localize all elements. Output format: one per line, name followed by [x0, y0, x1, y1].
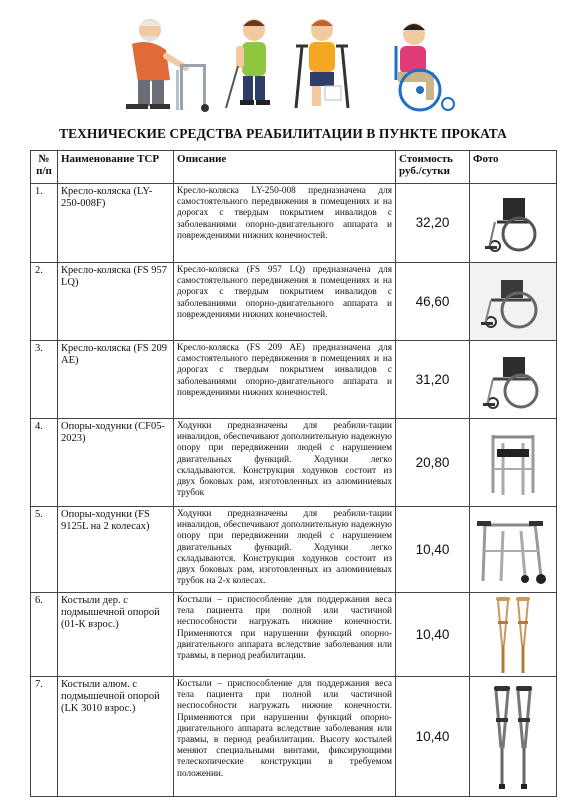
row-name: Кресло-коляска (LY-250-008F): [58, 184, 174, 263]
row-name: Опоры-ходунки (FS 9125L на 2 колесах): [58, 507, 174, 593]
row-photo: [470, 184, 557, 263]
aluminum-crutches-icon: [488, 682, 538, 792]
row-description: Кресло-коляска (FS 209 AE) предназначена для самостоятельного передвижения в помещениях и на дорогах с твердым покрытием инвалидов с заболеваниями опорно-двигательного аппарата и повреждениями нижних конечностей.: [174, 341, 396, 419]
table-row: [31, 419, 557, 507]
header-num: № п/п: [31, 151, 58, 184]
row-num: 4.: [31, 419, 58, 507]
walker-icon: [483, 429, 543, 497]
table-row: [31, 263, 557, 341]
row-photo: [470, 263, 557, 341]
row-description: Костыли – приспособление для поддержания веса тела пациента при полной или частичной неспособности нагружать нижние конечности. Применяются при нарушении функций опорно-двигательного аппарата вследствие заболевания или травмы, в период реабилитации. Высоту костылей меняют специальными винтами, фиксирующими телескопические конструкции в требуемом положении.: [174, 677, 396, 797]
row-description: Костыли – приспособление для поддержания веса тела пациента при полной или частичной неспособности нагружать нижние конечности. Применяются при нарушении функций опорно-двигательного аппарата вследствие заболевания или травмы, в период реабилитации.: [174, 593, 396, 677]
row-num: 7.: [31, 677, 58, 797]
row-name: Кресло-коляска (FS 209 AE): [58, 341, 174, 419]
table-row: [31, 184, 557, 263]
row-price: 31,20: [396, 341, 470, 419]
row-price: 46,60: [396, 263, 470, 341]
table-row: [31, 593, 557, 677]
table-row: [31, 341, 557, 419]
row-photo: [470, 419, 557, 507]
row-price: 20,80: [396, 419, 470, 507]
row-price: 32,20: [396, 184, 470, 263]
wheelchair-icon: [483, 192, 543, 254]
elderly-man-walker-figure: [126, 19, 209, 112]
row-price: 10,40: [396, 593, 470, 677]
equipment-table: [30, 150, 557, 797]
wooden-crutches-icon: [488, 595, 538, 675]
row-photo: [470, 341, 557, 419]
row-num: 3.: [31, 341, 58, 419]
row-num: 6.: [31, 593, 58, 677]
table-header-row: [31, 151, 557, 184]
table-row: [31, 677, 557, 797]
row-description: Кресло-коляска (FS 957 LQ) предназначена для самостоятельного передвижения в помещениях и на дорогах с твердым покрытием инвалидов с заболеваниями опорно-двигательного аппарата и повреждениями нижних конечностей.: [174, 263, 396, 341]
row-photo: [470, 593, 557, 677]
row-num: 1.: [31, 184, 58, 263]
row-photo: [470, 677, 557, 797]
table-row: [31, 507, 557, 593]
wheeled-walker-icon: [475, 515, 551, 585]
row-num: 5.: [31, 507, 58, 593]
row-description: Кресло-коляска LY-250-008 предназначена для самостоятельного передвижения в помещениях и на дорогах с твердым покрытием инвалидов с заболеваниями опорно-двигательного аппарата и повреждениями нижних конечностей.: [174, 184, 396, 263]
row-name: Костыли алюм. с подмышечной опорой (LK 3010 взрос.): [58, 677, 174, 797]
row-price: 10,40: [396, 677, 470, 797]
header-illustration: [0, 0, 566, 120]
header-name: Наименование ТСР: [58, 151, 174, 184]
page-title: ТЕХНИЧЕСКИЕ СРЕДСТВА РЕАБИЛИТАЦИИ В ПУНКТЕ ПРОКАТА: [59, 126, 507, 141]
row-photo: [470, 507, 557, 593]
row-description: Ходунки предназначены для реабили-тации инвалидов, обеспечивают дополнительную надежную опору при передвижении людей с нарушением двигательных функций. Ходунки легко складываются. Конструкция ходунков состоит из двух боковых рам, изготовленных из алюминиевых трубок: [174, 419, 396, 507]
row-price: 10,40: [396, 507, 470, 593]
row-num: 2.: [31, 263, 58, 341]
row-name: Кресло-коляска (FS 957 LQ): [58, 263, 174, 341]
wheelchair-icon: [477, 272, 549, 332]
boy-on-crutches-figure: [296, 19, 348, 108]
row-name: Опоры-ходунки (CF05-2023): [58, 419, 174, 507]
boy-with-cane-figure: [226, 19, 270, 108]
header-description: Описание: [174, 151, 396, 184]
boy-in-wheelchair-figure: [396, 23, 454, 110]
wheelchair-icon: [481, 349, 545, 411]
header-photo: Фото: [470, 151, 557, 184]
row-description: Ходунки предназначены для реабили-тации инвалидов, обеспечивают дополнительную надежную опору при передвижении людей с нарушением двигательных функций. Ходунки легко складываются. Конструкция ходунков состоит из двух боковых рам, изготовленных из алюминиевых трубок на 2-х колесах.: [174, 507, 396, 593]
rehabilitation-people-illustration: [0, 0, 566, 120]
row-name: Костыли дер. с подмышечной опорой (01-К взрос.): [58, 593, 174, 677]
header-price: Стоимость руб./сутки: [396, 151, 470, 184]
